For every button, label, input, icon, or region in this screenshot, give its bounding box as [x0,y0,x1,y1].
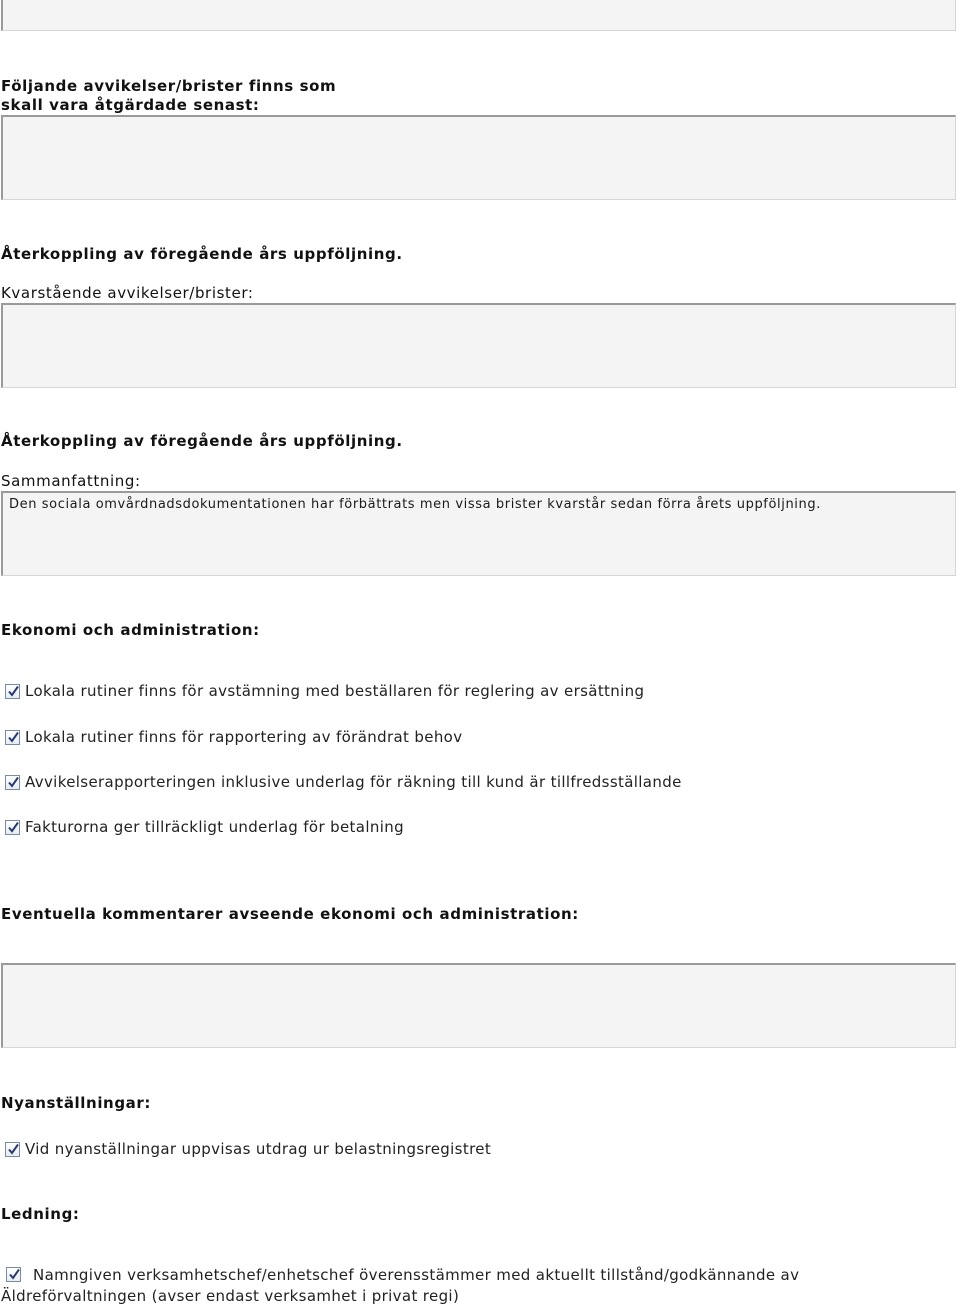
economy-comments-field[interactable] [1,963,956,1048]
economy-heading: Ekonomi och administration: [1,621,260,639]
deviations-field[interactable] [1,115,956,200]
economy-checkbox-label: Lokala rutiner finns för rapportering av förändrat behov [25,728,463,746]
economy-checkbox-row[interactable] [5,818,404,836]
feedback-heading-1: Återkoppling av föregående års uppföljning. [1,245,403,263]
economy-comments-label: Eventuella kommentarer avseende ekonomi och administration: [1,905,579,923]
checkbox-checked-icon[interactable] [5,1142,20,1157]
top-text-field[interactable] [1,0,956,31]
management-checkbox-label-line1: Namngiven verksamhetschef/enhetschef överensstämmer med aktuellt tillstånd/godkännande av [33,1266,800,1284]
economy-checkbox-label: Lokala rutiner finns för avstämning med beställaren för reglering av ersättning [25,682,645,700]
economy-checkbox-row[interactable] [5,682,644,700]
new-hires-heading: Nyanställningar: [1,1094,151,1112]
economy-checkbox-row[interactable] [5,728,462,746]
economy-checkbox-row[interactable] [5,773,682,791]
economy-checkbox-label: Fakturorna ger tillräckligt underlag för betalning [25,818,404,836]
summary-field[interactable] [1,491,956,576]
feedback-heading-2: Återkoppling av föregående års uppföljning. [1,432,403,450]
checkbox-checked-icon[interactable] [6,1267,21,1282]
summary-label: Sammanfattning: [1,472,141,490]
summary-field-value: Den sociala omvårdnadsdokumentationen har förbättrats men vissa brister kvarstår sedan förra årets uppföljning. [9,497,821,512]
management-checkbox-label-line2: Äldreförvaltningen (avser endast verksamhet i privat regi) [1,1287,460,1305]
new-hires-checkbox-row[interactable] [5,1140,491,1158]
checkbox-checked-icon[interactable] [5,820,20,835]
checkbox-checked-icon[interactable] [5,684,20,699]
checkbox-checked-icon[interactable] [5,775,20,790]
remaining-deviations-field[interactable] [1,303,956,388]
deviations-label: Följande avvikelser/brister finns som skall vara åtgärdade senast: [1,77,337,114]
new-hires-checkbox-label: Vid nyanställningar uppvisas utdrag ur belastningsregistret [25,1140,492,1158]
management-heading: Ledning: [1,1205,80,1223]
checkbox-checked-icon[interactable] [5,730,20,745]
remaining-deviations-label: Kvarstående avvikelser/brister: [1,284,254,302]
economy-checkbox-label: Avvikelserapporteringen inklusive underlag för räkning till kund är tillfredsställande [25,773,682,791]
